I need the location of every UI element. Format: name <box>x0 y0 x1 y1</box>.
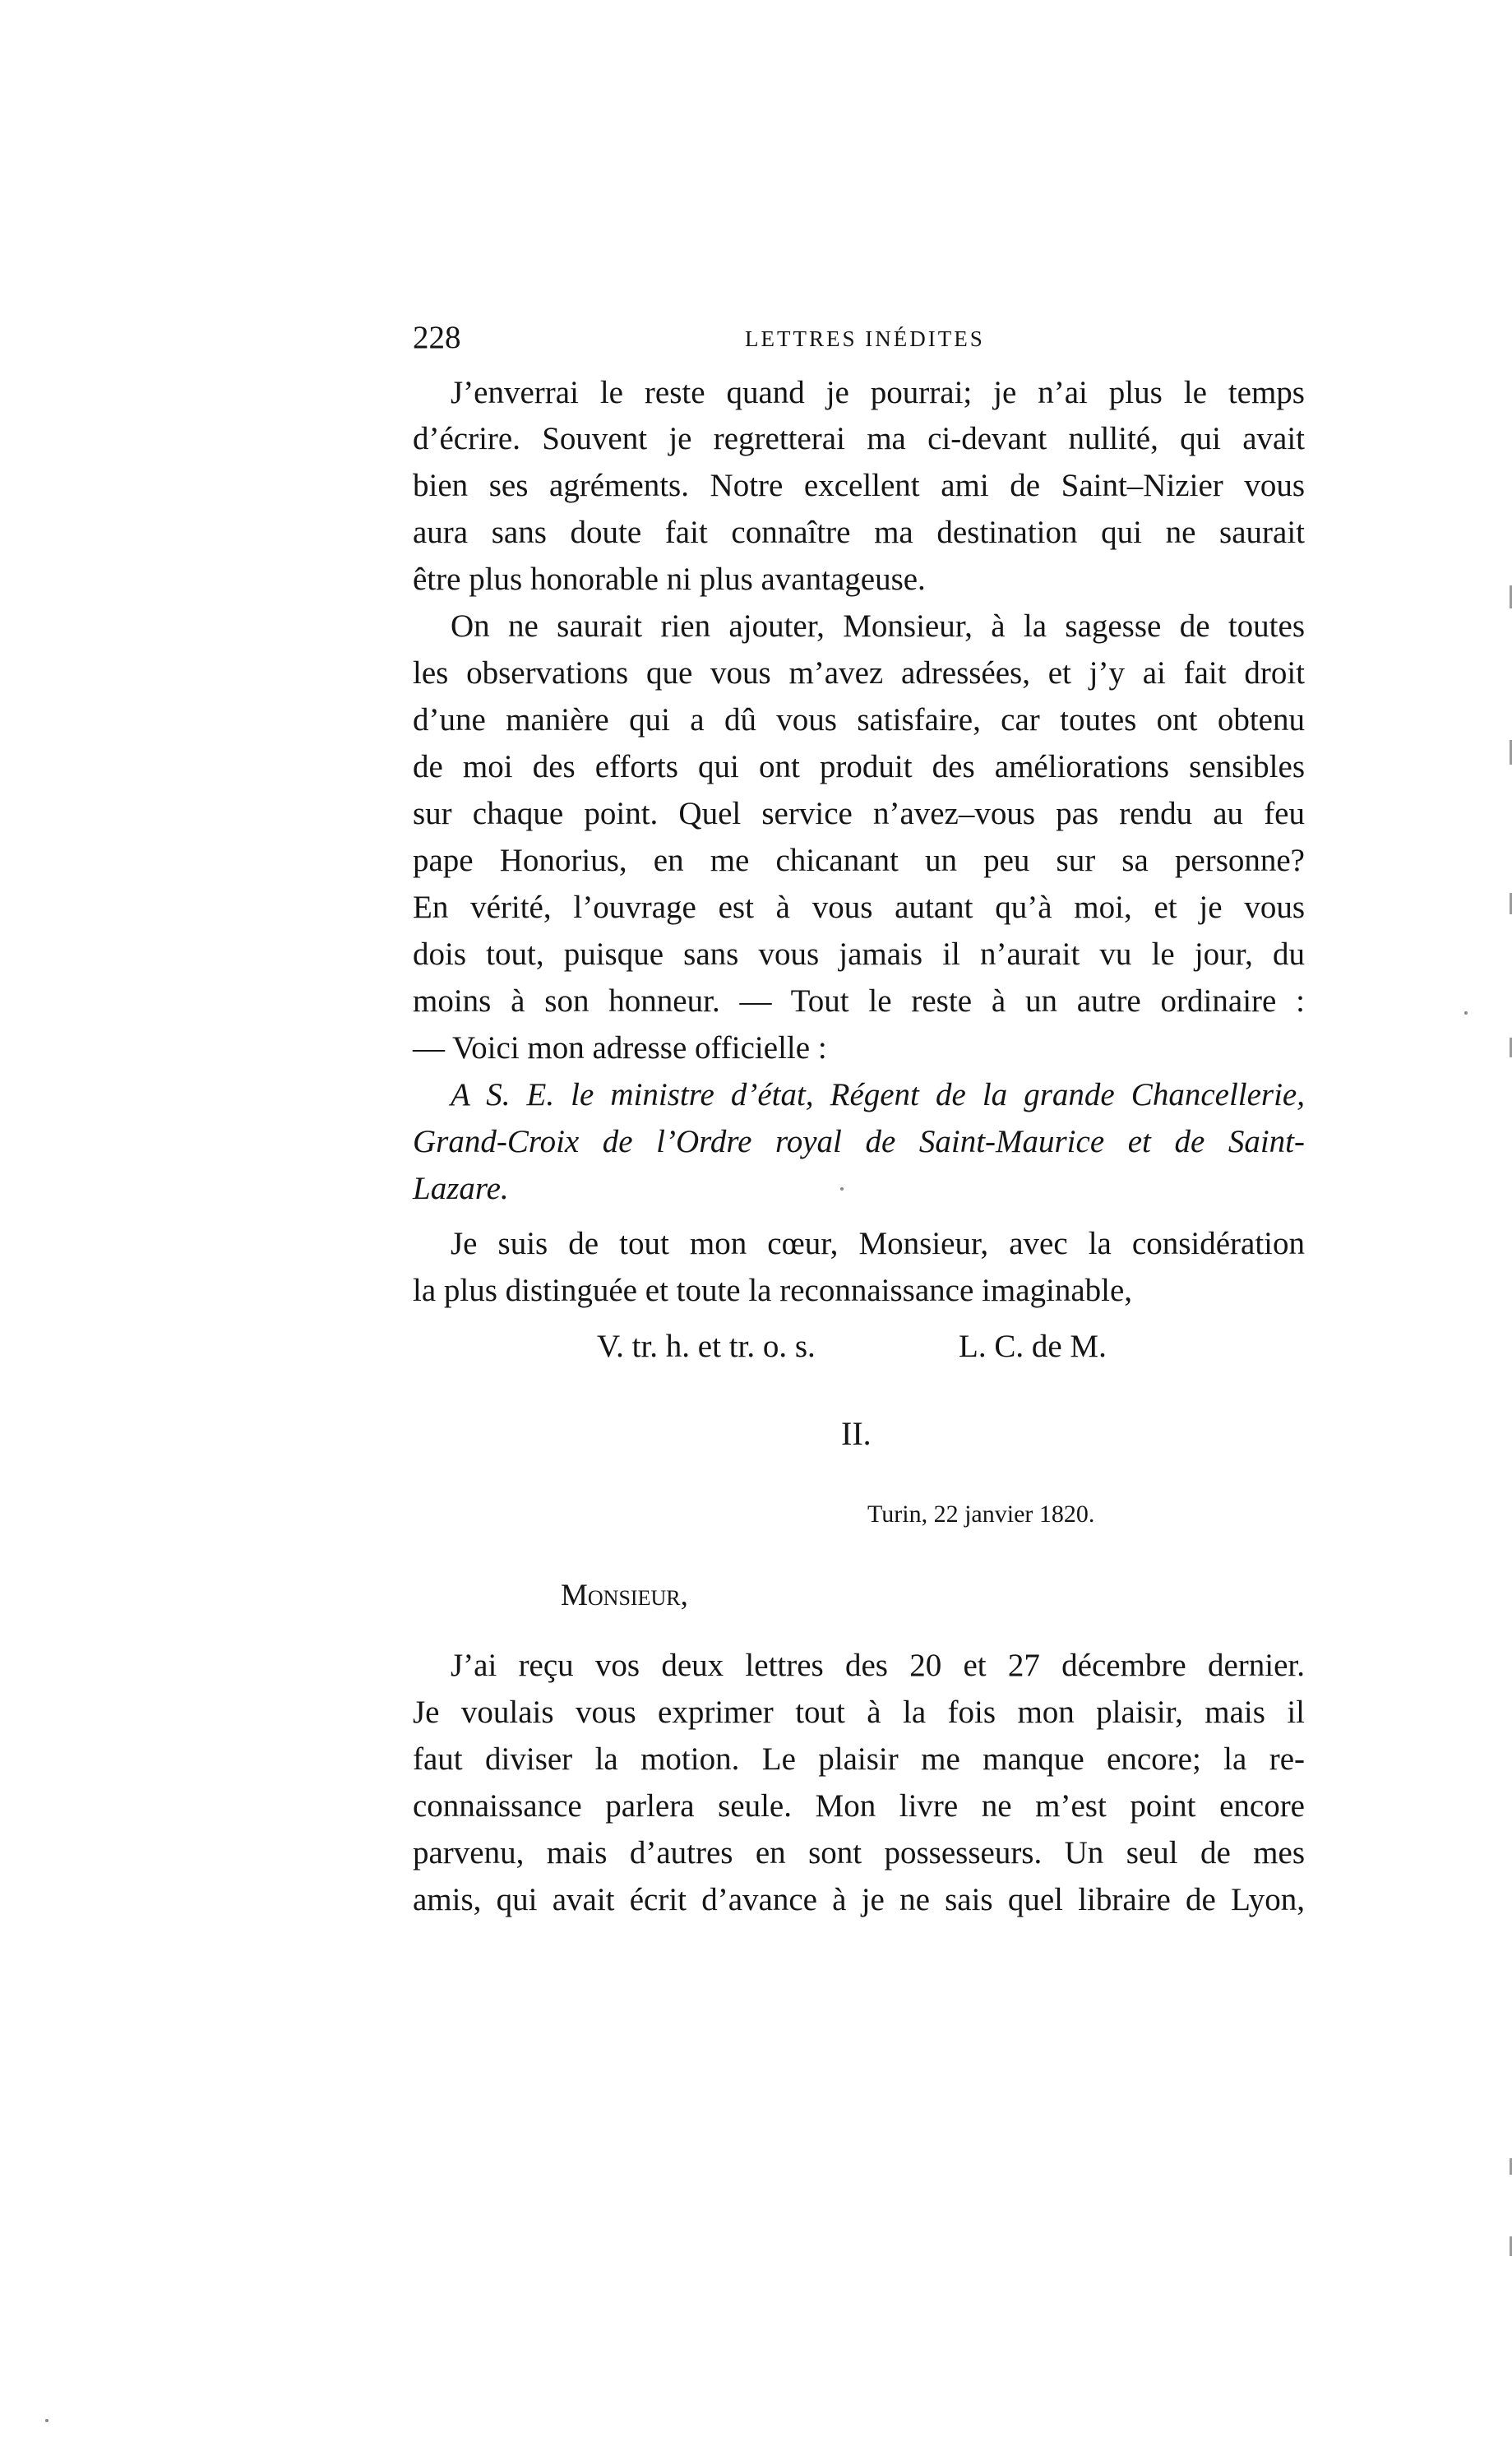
scan-speck <box>840 1187 844 1191</box>
letter-2-line: amis, qui avait écrit d’avance à je ne sais quel libraire de Lyon, <box>413 1882 1305 1917</box>
running-title: LETTRES INÉDITES <box>745 326 985 351</box>
paragraph-2-line: — Voici mon adresse officielle : <box>413 1030 827 1066</box>
page-number: 228 <box>413 320 461 355</box>
scan-speck <box>1464 1011 1468 1015</box>
letter-number: II. <box>841 1415 872 1452</box>
closing-line: la plus distinguée et toute la reconnaissance imaginable, <box>413 1273 1133 1308</box>
letter-2-line: Je voulais vous exprimer tout à la fois mon plaisir, mais il <box>413 1695 1305 1730</box>
paragraph-1-line: être plus honorable ni plus avantageuse. <box>413 562 926 597</box>
letter-2-line: parvenu, mais d’autres en sont possesseurs. Un seul de mes <box>413 1835 1305 1871</box>
paragraph-1-line: bien ses agréments. Notre excellent ami de Saint–Nizier vous <box>413 468 1305 503</box>
paragraph-2-line: En vérité, l’ouvrage est à vous autant qu’à moi, et je vous <box>413 890 1305 925</box>
scan-speck <box>45 2419 49 2422</box>
address-line: Grand-Croix de l’Ordre royal de Saint-Maurice et de Saint- <box>413 1124 1305 1159</box>
page-header <box>413 321 1309 360</box>
paragraph-1-line: J’enverrai le reste quand je pourrai; je n’ai plus le temps <box>451 375 1305 410</box>
paragraph-2-line: de moi des efforts qui ont produit des améliorations sensibles <box>413 749 1305 784</box>
letter-2-line: J’ai reçu vos deux lettres des 20 et 27 décembre dernier. <box>451 1648 1305 1683</box>
paragraph-2-line: pape Honorius, en me chicanant un peu sur sa personne? <box>413 843 1305 878</box>
signature <box>597 1325 1148 1368</box>
paragraph-2-line: sur chaque point. Quel service n’avez–vous pas rendu au feu <box>413 796 1305 831</box>
signature-formula: V. tr. h. et tr. o. s. <box>597 1329 816 1364</box>
place-date: Turin, 22 janvier 1820. <box>867 1501 1095 1528</box>
letter-2-line: connaissance parlera seule. Mon livre ne m’est point encore <box>413 1788 1305 1824</box>
letter-2-line: faut diviser la motion. Le plaisir me manque encore; la re- <box>413 1741 1305 1777</box>
paragraph-2-line: d’une manière qui a dû vous satisfaire, car toutes ont obtenu <box>413 702 1305 738</box>
paragraph-2-line: dois tout, puisque sans vous jamais il n’aurait vu le jour, du <box>413 936 1305 972</box>
address-line: Lazare. <box>413 1171 509 1206</box>
paragraph-2-line: On ne saurait rien ajouter, Monsieur, à la sagesse de toutes <box>451 608 1305 644</box>
paragraph-1-line: d’écrire. Souvent je regretterai ma ci-devant nullité, qui avait <box>413 421 1305 456</box>
signature-initials: L. C. de M. <box>959 1329 1107 1364</box>
salutation: Monsieur, <box>561 1579 688 1612</box>
closing-line: Je suis de tout mon cœur, Monsieur, avec la considération <box>451 1226 1305 1261</box>
address-line: A S. E. le ministre d’état, Régent de la grande Chancellerie, <box>451 1077 1305 1112</box>
paragraph-1-line: aura sans doute fait connaître ma destination qui ne saurait <box>413 515 1305 550</box>
paragraph-2-line: moins à son honneur. — Tout le reste à un autre ordinaire : <box>413 983 1305 1019</box>
paragraph-2-line: les observations que vous m’avez adressées, et j’y ai fait droit <box>413 655 1305 691</box>
